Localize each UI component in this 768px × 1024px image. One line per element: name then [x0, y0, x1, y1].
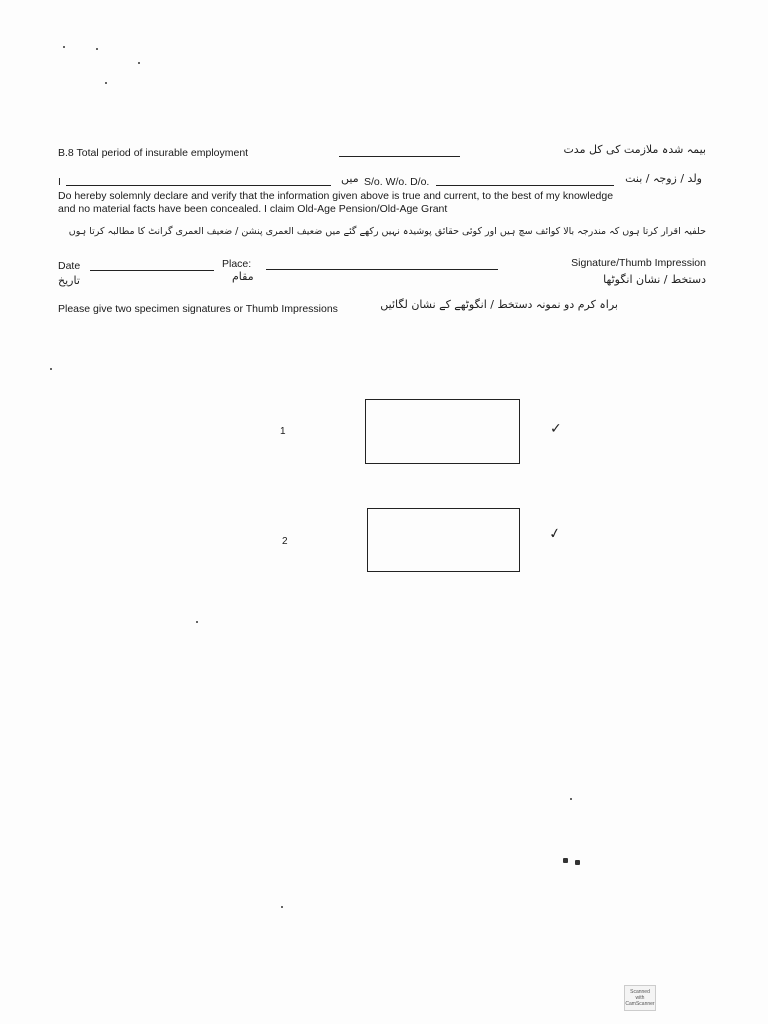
place-label: Place: [222, 258, 252, 270]
scan-speck [96, 48, 98, 50]
s-o-urdu: میں [341, 172, 359, 185]
scan-speck [50, 368, 52, 370]
swd-field-line [436, 185, 614, 186]
b8-field-line [339, 156, 460, 157]
scan-speck [105, 82, 107, 84]
swd-urdu-label: ولد / زوجہ / بنت [625, 172, 702, 185]
declaration-line-2: and no material facts have been concealed. I claim Old-Age Pension/Old-Age Grant [58, 203, 448, 215]
signature-urdu-label: دستخط / نشان انگوٹھا [603, 273, 706, 286]
specimen-signature-box-2[interactable] [367, 508, 520, 572]
specimen-1-number: 1 [280, 426, 286, 437]
place-urdu-label: مقام [232, 270, 254, 283]
b8-urdu-label: بیمہ شدہ ملازمت کی کل مدت [563, 143, 706, 156]
declaration-urdu: حلفیہ اقرار کرتا ہوں کہ مندرجہ بالا کوائف سچ ہیں اور کوئی حقائق پوشیدہ نہیں رکھے گئے میں ضعیف العمری پنشن / ضعیف العمری گرانٹ کا مطالبہ کرتا ہوں [68, 226, 706, 237]
scan-speck [563, 858, 568, 863]
specimen-2-number: 2 [282, 536, 288, 547]
specimen-instruction-urdu: براہ کرم دو نمونہ دستخط / انگوٹھے کے نشان لگائیں [380, 298, 618, 311]
tick-mark-icon: ✓ [547, 524, 562, 542]
swd-label: S/o. W/o. D/o. [364, 176, 430, 188]
scan-speck [138, 62, 140, 64]
specimen-instruction: Please give two specimen signatures or Thumb Impressions [58, 303, 338, 315]
scan-speck [570, 798, 572, 800]
scan-speck [575, 860, 580, 865]
specimen-signature-box-1[interactable] [365, 399, 520, 464]
camscanner-badge: Scanned with CamScanner [624, 985, 656, 1011]
scan-speck [196, 621, 198, 623]
scan-speck [63, 46, 65, 48]
signature-label: Signature/Thumb Impression [571, 257, 706, 269]
place-field-line [266, 269, 498, 270]
name-field-line [66, 185, 331, 186]
tick-mark-icon: ✓ [550, 420, 562, 436]
b8-label: B.8 Total period of insurable employment [58, 147, 249, 159]
declaration-line-1: Do hereby solemnly declare and verify that the information given above is true and current, to the best of my knowledge [58, 190, 614, 202]
date-field-line [90, 270, 214, 271]
date-urdu-label: تاریخ [58, 274, 80, 287]
i-label: I [58, 176, 61, 188]
scan-speck [281, 906, 283, 908]
date-label: Date [58, 260, 81, 272]
